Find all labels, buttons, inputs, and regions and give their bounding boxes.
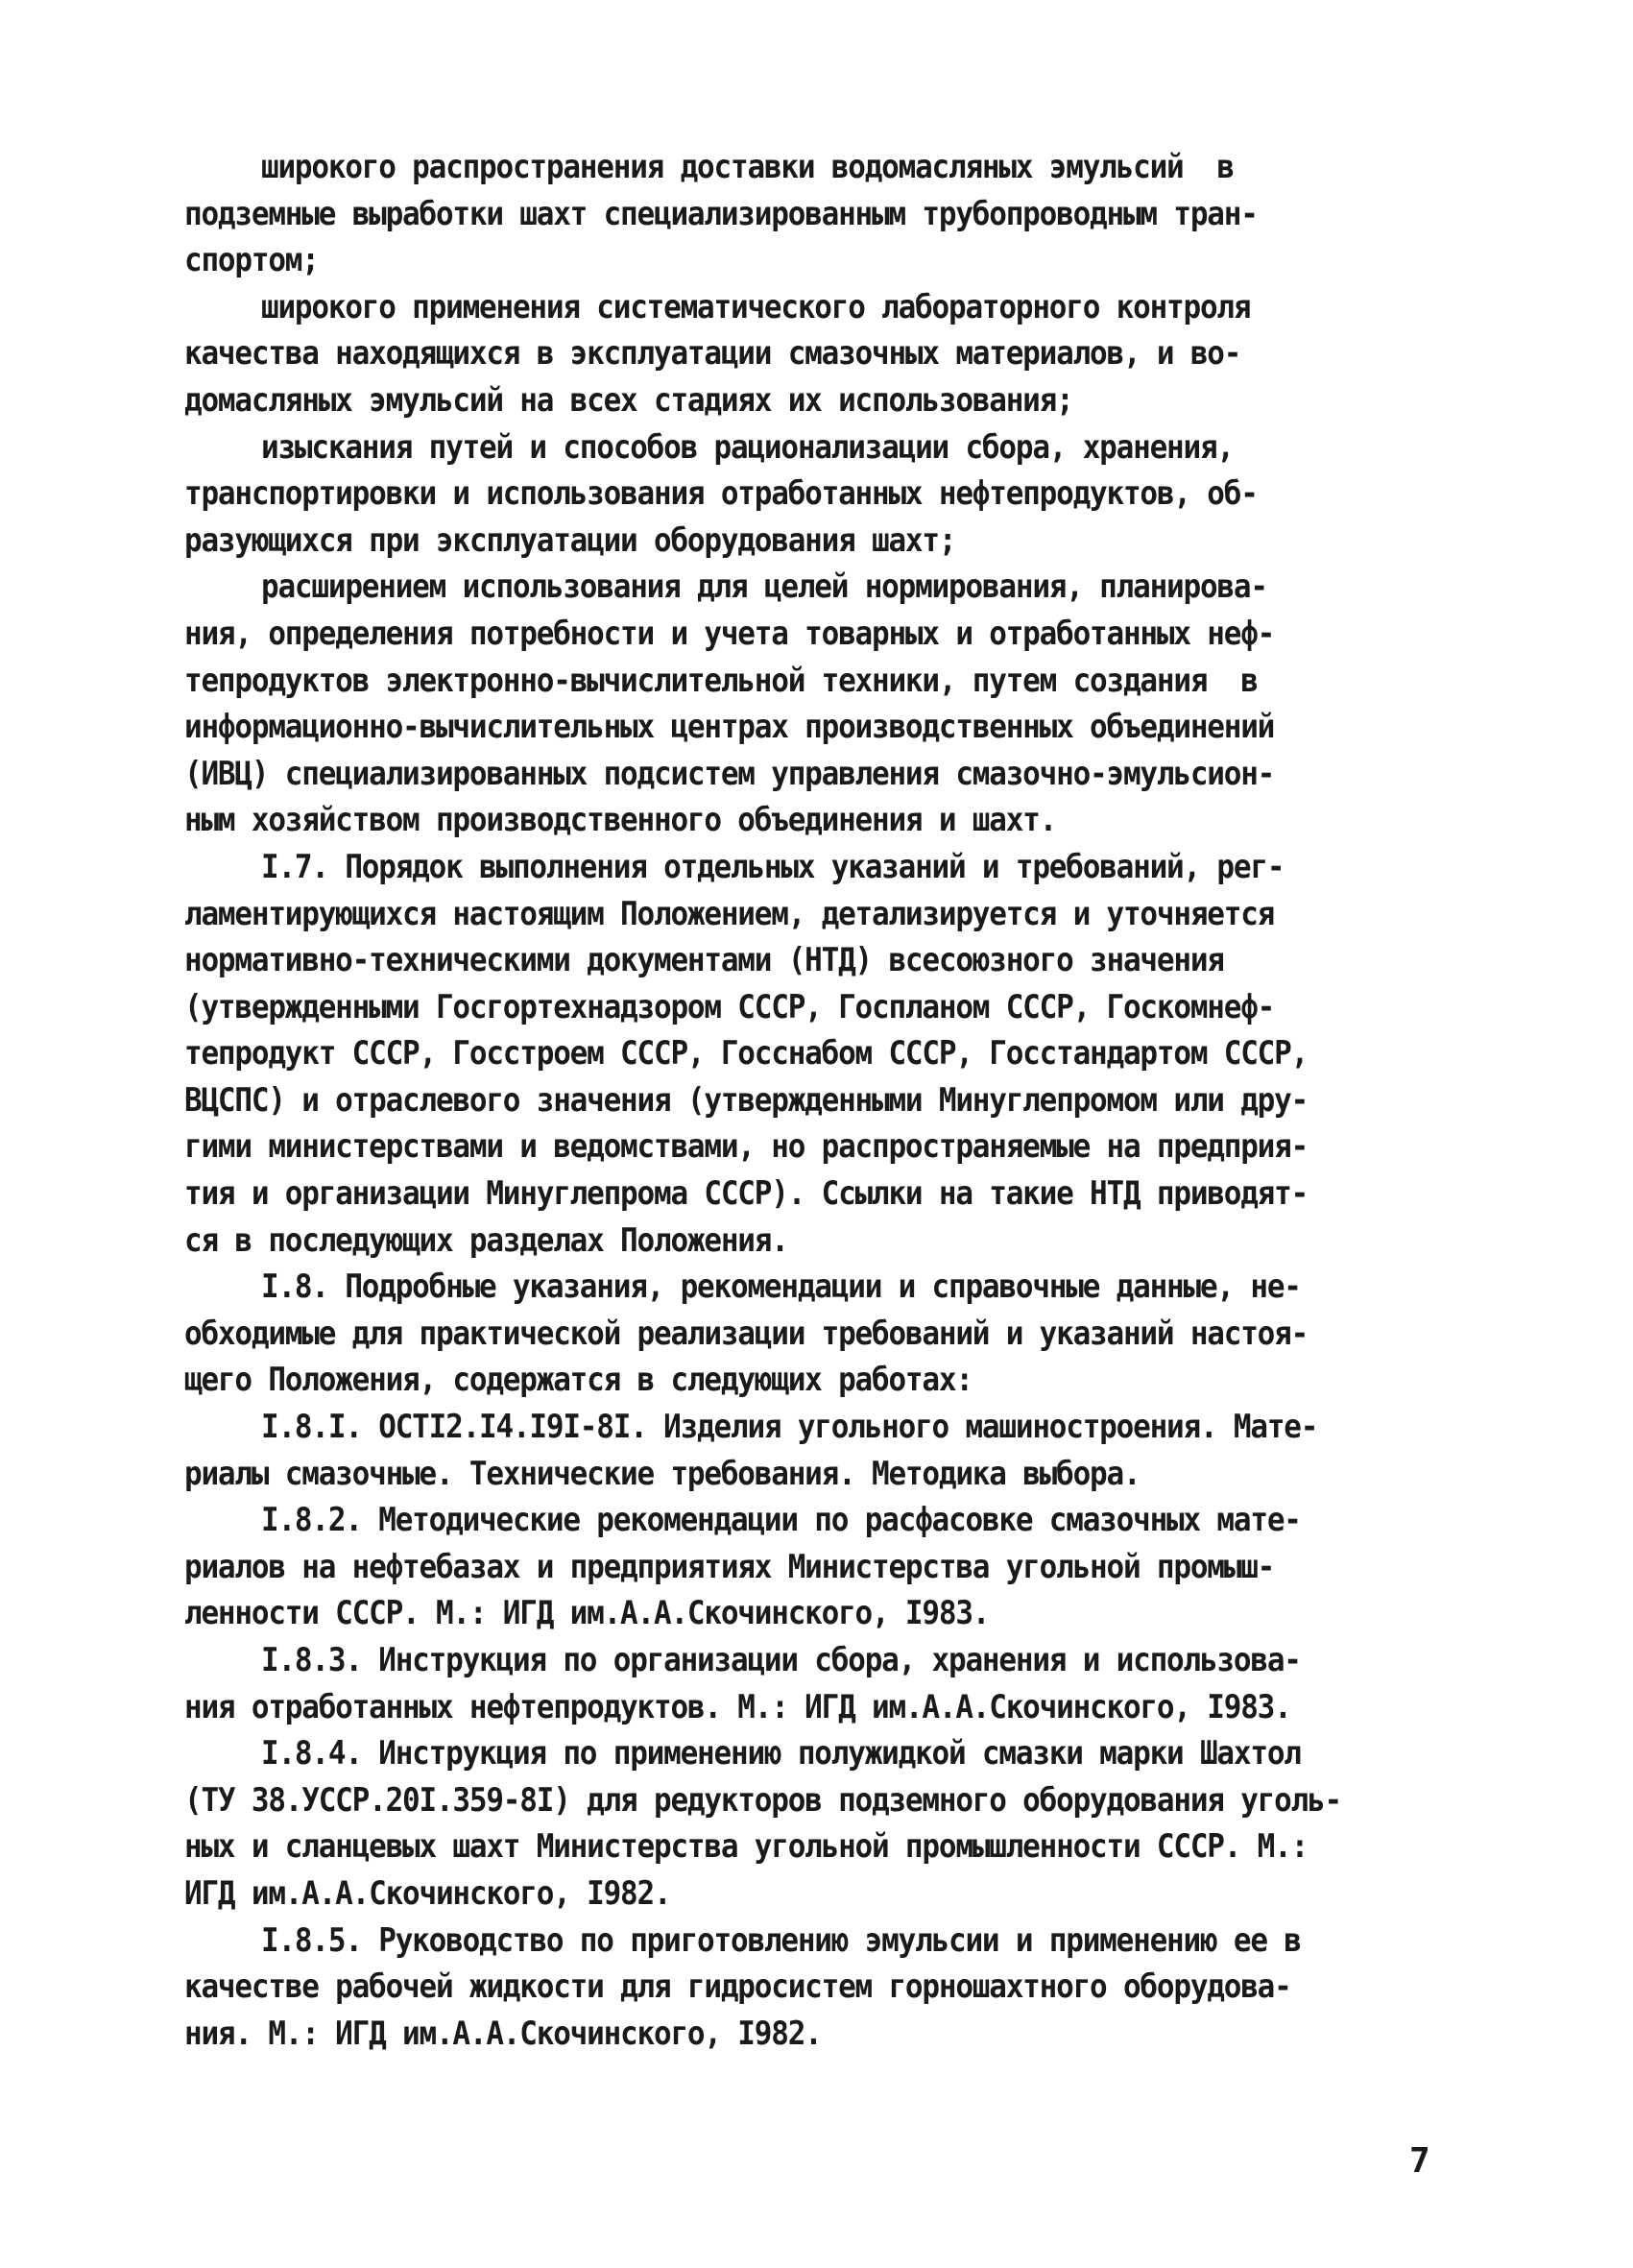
text-line: щего Положения, содержатся в следующих работах: xyxy=(184,1361,973,1399)
text-line: подземные выработки шахт специализированным трубопроводным тран- xyxy=(184,195,1258,233)
text-line: I.8. Подробные указания, рекомендации и справочные данные, не- xyxy=(261,1267,1301,1306)
text-line: информационно-вычислительных центрах производственных объединений xyxy=(184,708,1275,746)
text-line: нормативно-техническими документами (НТД) всесоюзного значения xyxy=(184,941,1224,979)
text-line: домасляных эмульсий на всех стадиях их использования; xyxy=(184,381,1073,420)
text-line: I.8.3. Инструкция по организации сбора, хранения и использова- xyxy=(261,1641,1301,1679)
text-line: ным хозяйством производственного объединения и шахт. xyxy=(184,801,1057,839)
text-line: ленности СССР. М.: ИГД им.А.А.Скочинского, I983. xyxy=(184,1594,990,1632)
text-line: транспортировки и использования отработанных нефтепродуктов, об- xyxy=(184,474,1258,513)
text-line: риалы смазочные. Технические требования. Методика выбора. xyxy=(184,1455,1141,1493)
text-line: изыскания путей и способов рационализации сбора, хранения, xyxy=(261,428,1234,466)
text-line: ВЦСПС) и отраслевого значения (утвержденными Минуглепромом или дру- xyxy=(184,1081,1309,1120)
text-line: ламентирующихся настоящим Положением, детализируется и уточняется xyxy=(184,895,1275,932)
text-line: тепродуктов электронно-вычислительной техники, путем создания в xyxy=(184,662,1258,699)
text-line: расширением использования для целей нормирования, планирова- xyxy=(261,567,1267,606)
text-line: риалов на нефтебазах и предприятиях Министерства угольной промыш- xyxy=(184,1548,1275,1586)
text-line: широкого применения систематического лабораторного контроля xyxy=(261,288,1251,326)
text-line: широкого распространения доставки водомасляных эмульсий в xyxy=(261,148,1234,186)
body-text xyxy=(184,144,1490,2057)
text-line: качестве рабочей жидкости для гидросистем горношахтного оборудова- xyxy=(184,1967,1291,2006)
text-line: ных и сланцевых шахт Министерства угольной промышленности СССР. М.: xyxy=(184,1827,1309,1866)
text-line: тия и организации Минуглепрома СССР). Ссылки на такие НТД приводят- xyxy=(184,1174,1309,1213)
text-line: I.8.5. Руководство по приготовлению эмульсии и применению ее в xyxy=(261,1921,1301,1959)
text-line: (утвержденными Госгортехнадзором СССР, Госпланом СССР, Госкомнеф- xyxy=(184,988,1275,1026)
page-number: 7 xyxy=(1409,2141,1430,2181)
text-line: I.8.I. ОСТI2.I4.I9I-8I. Изделия угольного машиностроения. Мате- xyxy=(261,1408,1318,1446)
text-line: ния. М.: ИГД им.А.А.Скочинского, I982. xyxy=(184,2015,822,2053)
text-line: разующихся при эксплуатации оборудования шахт; xyxy=(184,521,956,560)
text-line: качества находящихся в эксплуатации смазочных материалов, и во- xyxy=(184,334,1241,373)
text-line: I.8.2. Методические рекомендации по расфасовке смазочных мате- xyxy=(261,1501,1301,1539)
text-line: тепродукт СССР, Госстроем СССР, Госснабом СССР, Госстандартом СССР, xyxy=(184,1034,1309,1073)
text-line: (ТУ 38.УССР.20I.359-8I) для редукторов подземного оборудования уголь- xyxy=(184,1781,1341,1820)
text-line: I.7. Порядок выполнения отдельных указаний и требований, рег- xyxy=(261,848,1285,886)
text-line: I.8.4. Инструкция по применению полужидкой смазки марки Шахтол xyxy=(261,1734,1301,1773)
text-line: ся в последующих разделах Положения. xyxy=(184,1221,788,1260)
text-line: ния, определения потребности и учета товарных и отработанных неф- xyxy=(184,615,1275,653)
text-line: обходимые для практической реализации требований и указаний настоя- xyxy=(184,1315,1309,1353)
text-line: спортом; xyxy=(184,241,319,279)
text-line: гими министерствами и ведомствами, но распространяемые на предприя- xyxy=(184,1128,1309,1166)
text-line: ния отработанных нефтепродуктов. М.: ИГД им.А.А.Скочинского, I983. xyxy=(184,1688,1291,1726)
text-line: (ИВЦ) специализированных подсистем управления смазочно-эмульсион- xyxy=(184,755,1275,793)
text-line: ИГД им.А.А.Скочинского, I982. xyxy=(184,1874,671,1913)
